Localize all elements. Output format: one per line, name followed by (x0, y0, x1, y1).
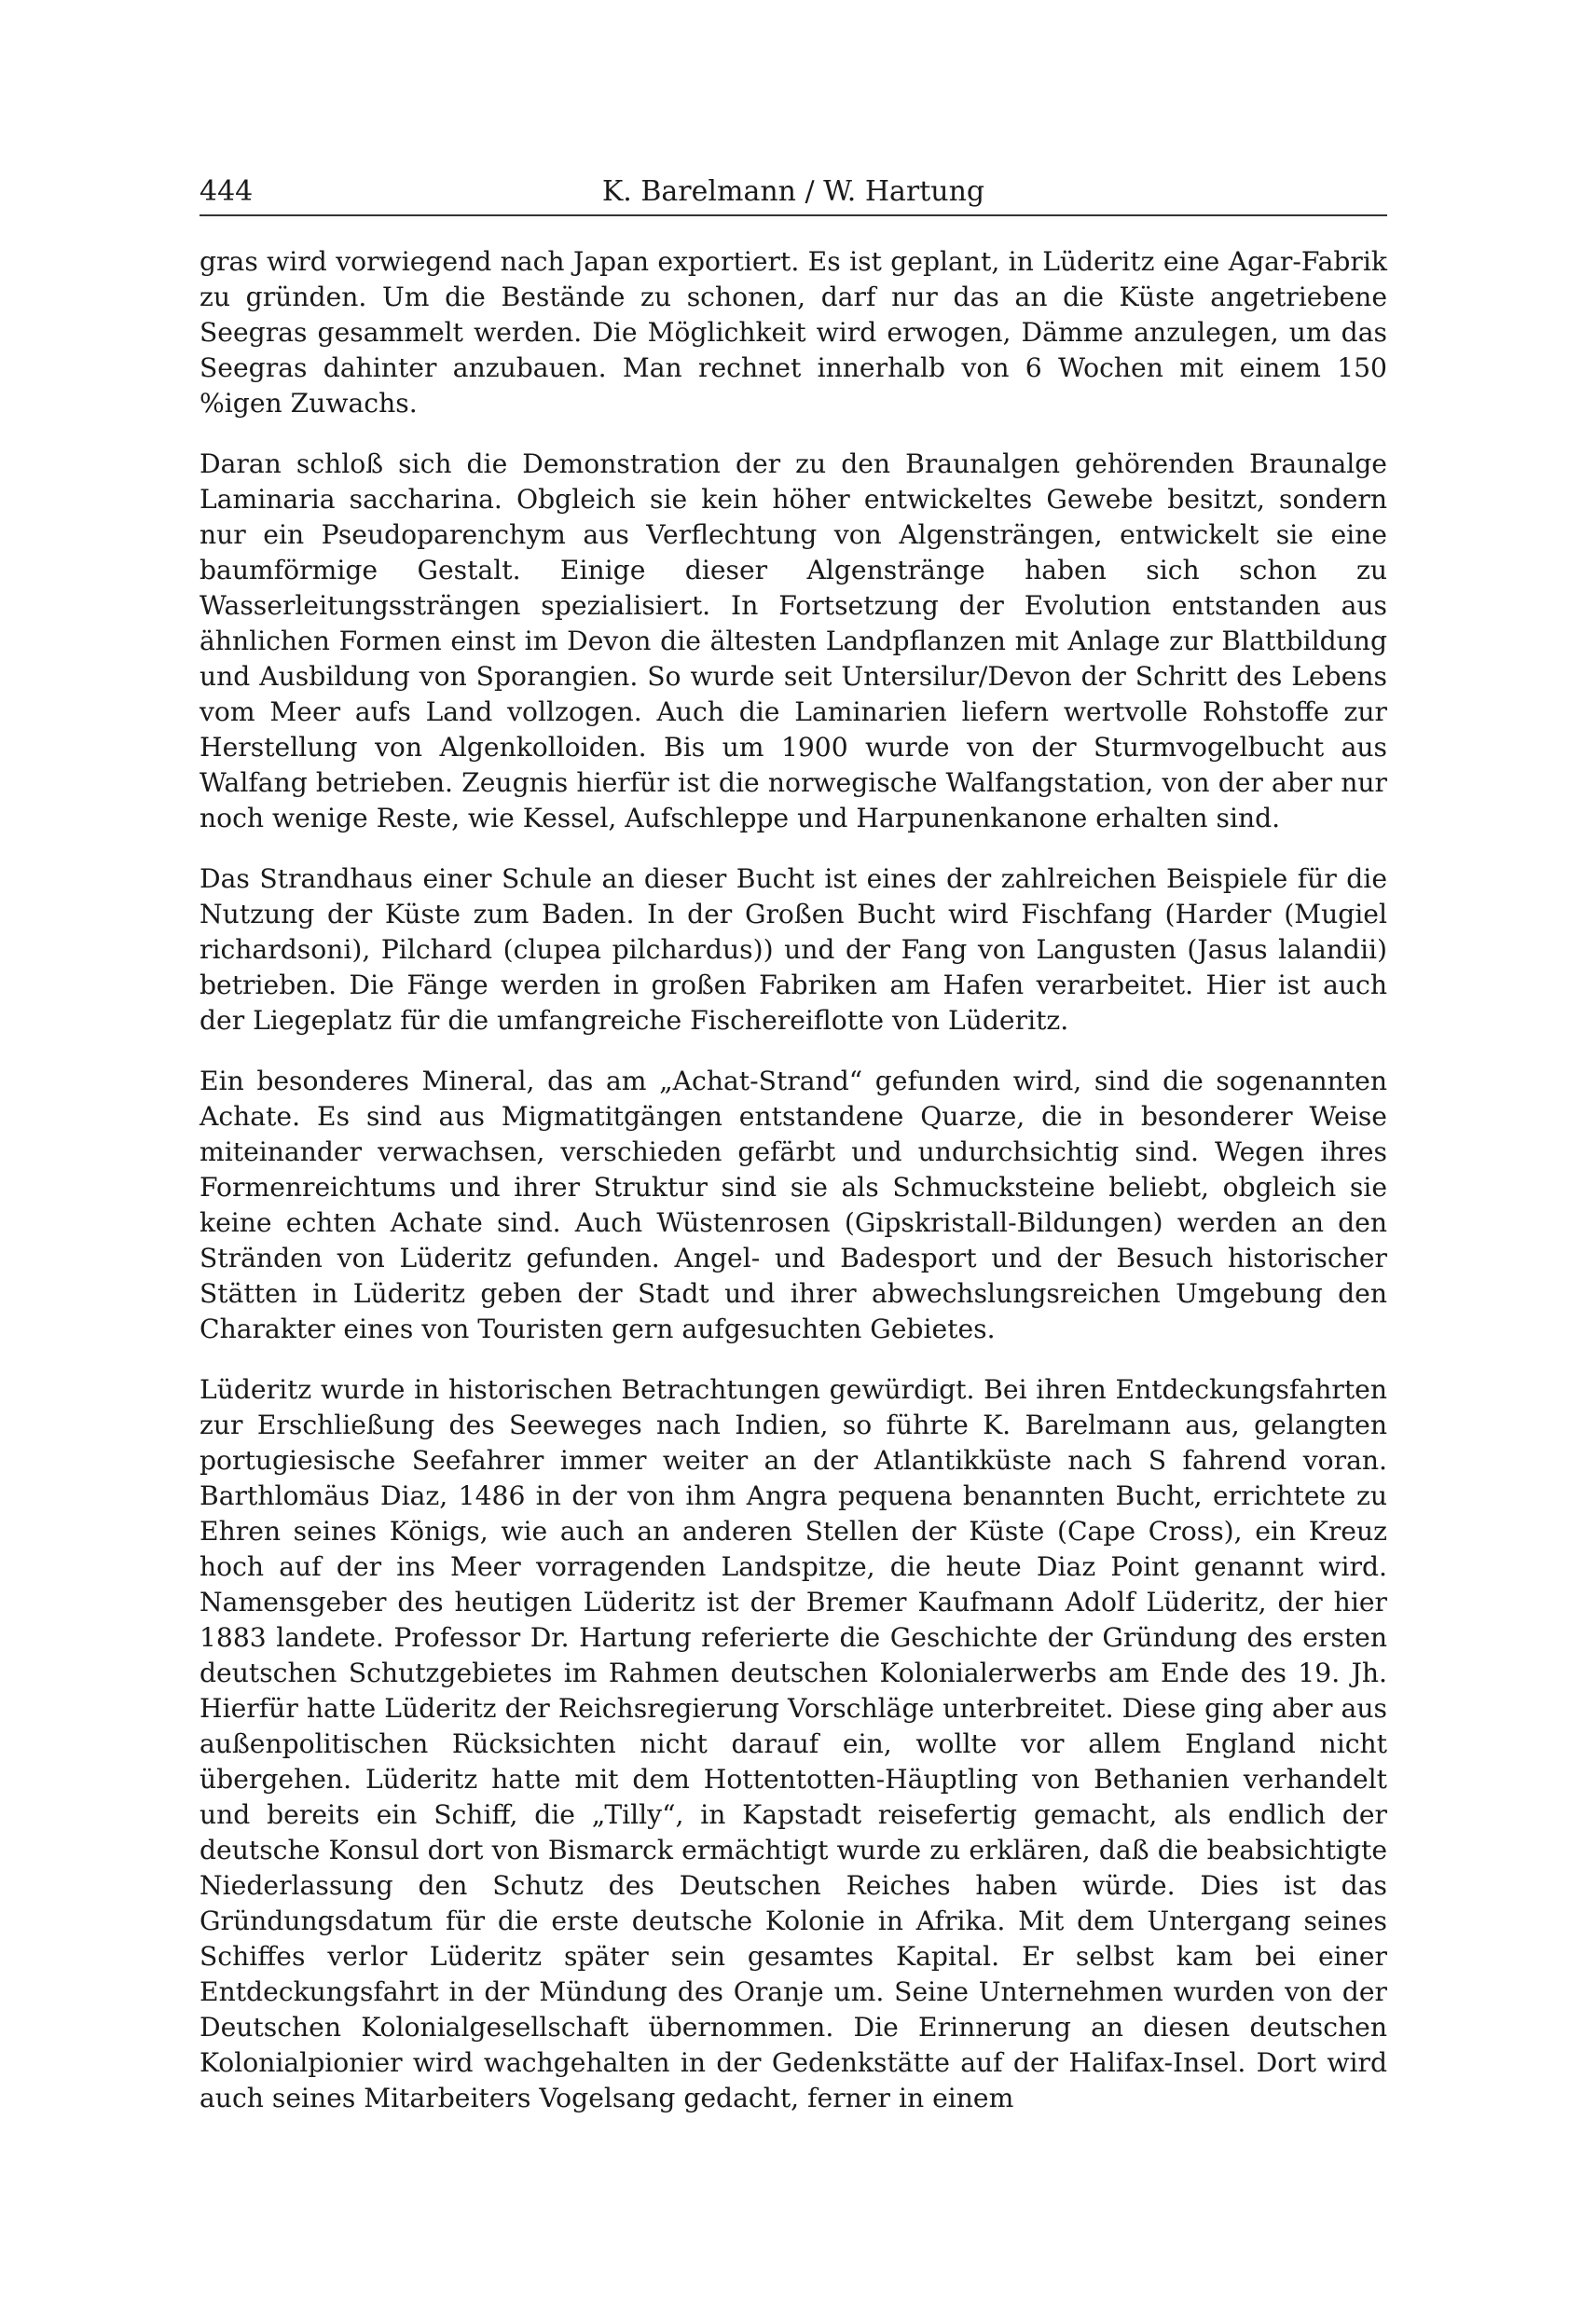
running-head: K. Barelmann / W. Hartung (601, 175, 985, 208)
page-number: 444 (200, 175, 254, 208)
paragraph-laminaria: Daran schloß sich die Demonstration der zu den Braunalgen gehörenden Braunalge Laminaria saccharina. Obgleich sie kein höher entwickeltes Gewebe besitzt, sondern nur ein Pseudoparenchym aus Verflechtung von Algensträngen, entwickelt sie eine baumförmige Gestalt. Einige dieser Algenstränge haben sich schon zu Wasserleitungssträngen spezialisiert. In Fortsetzung der Evolution entstanden aus ähnlichen Formen einst im Devon die ältesten Landpflanzen mit Anlage zur Blattbildung und Ausbildung von Sporangien. So wurde seit Untersilur/Devon der Schritt des Lebens vom Meer aufs Land vollzogen. Auch die Laminarien liefern wertvolle Rohstoffe zur Herstellung von Algenkolloiden. Bis um 1900 wurde von der Sturmvogelbucht aus Walfang betrieben. Zeugnis hierfür ist die norwegische Walfangstation, von der aber nur noch wenige Reste, wie Kessel, Aufschleppe und Harpunenkanone erhalten sind. (200, 448, 1387, 833)
page-header (200, 168, 1387, 216)
paragraph-strandhaus: Das Strandhaus einer Schule an dieser Bucht ist eines der zahlreichen Beispiele für die Nutzung der Küste zum Baden. In der Großen Bucht wird Fischfang (Harder (Mugiel richardsoni), Pilchard (clupea pilchardus)) und der Fang von Langusten (Jasus lalandii) betrieben. Die Fänge werden in großen Fabriken am Hafen verarbeitet. Hier ist auch der Liegeplatz für die umfangreiche Fischereiflotte von Lüderitz. (200, 863, 1387, 1036)
document-page (200, 168, 1387, 2116)
paragraph-geschichte: Lüderitz wurde in historischen Betrachtungen gewürdigt. Bei ihren Entdeckungsfahrten zur Erschließung des Seeweges nach Indien, so führte K. Barelmann aus, gelangten portugiesische Seefahrer immer weiter an der Atlantikküste nach S fahrend voran. Barthlomäus Diaz, 1486 in der von ihm Angra pequena benannten Bucht, errichtete zu Ehren seines Königs, wie auch an anderen Stellen der Küste (Cape Cross), ein Kreuz hoch auf der ins Meer vorragenden Landspitze, die heute Diaz Point genannt wird. Namensgeber des heutigen Lüderitz ist der Bremer Kaufmann Adolf Lüderitz, der hier 1883 landete. Professor Dr. Hartung referierte die Geschichte der Gründung des ersten deutschen Schutzgebietes im Rahmen deutschen Kolonialerwerbs am Ende des 19. Jh. Hierfür hatte Lüderitz der Reichsregierung Vorschläge unterbreitet. Diese ging aber aus außenpolitischen Rücksichten nicht darauf ein, wollte vor allem England nicht übergehen. Lüderitz hatte mit dem Hottentotten-Häuptling von Bethanien verhandelt und bereits ein Schiff, die „Tilly“, in Kapstadt reisefertig gemacht, als endlich der deutsche Konsul dort von Bismarck ermächtigt wurde zu erklären, daß die beabsichtigte Niederlassung den Schutz des Deutschen Reiches haben würde. Dies ist das Gründungsdatum für die erste deutsche Kolonie in Afrika. Mit dem Untergang seines Schiffes verlor Lüderitz später sein gesamtes Kapital. Er selbst kam bei einer Entdeckungsfahrt in der Mündung des Oranje um. Seine Unternehmen wurden von der Deutschen Kolonialgesellschaft übernommen. Die Erinnerung an diesen deutschen Kolonialpionier wird wachgehalten in der Gedenkstätte auf der Halifax-Insel. Dort wird auch seines Mitarbeiters Vogelsang gedacht, ferner in einem (200, 1374, 1387, 2113)
body-text (200, 244, 1387, 2116)
paragraph-seegras: gras wird vorwiegend nach Japan exportiert. Es ist geplant, in Lüderitz eine Agar-Fabrik zu gründen. Um die Bestände zu schonen, darf nur das an die Küste angetriebene Seegras gesammelt werden. Die Möglichkeit wird erwogen, Dämme anzulegen, um das Seegras dahinter anzubauen. Man rechnet innerhalb von 6 Wochen mit einem 150 %igen Zuwachs. (200, 246, 1387, 419)
paragraph-achate: Ein besonderes Mineral, das am „Achat-Strand“ gefunden wird, sind die sogenannten Achate. Es sind aus Migmatitgängen entstandene Quarze, die in besonderer Weise miteinander verwachsen, verschieden gefärbt und undurchsichtig sind. Wegen ihres Formenreichtums und ihrer Struktur sind sie als Schmucksteine beliebt, obgleich sie keine echten Achate sind. Auch Wüstenrosen (Gipskristall-Bildungen) werden an den Stränden von Lüderitz gefunden. Angel- und Badesport und der Besuch historischer Stätten in Lüderitz geben der Stadt und ihrer abwechslungsreichen Umgebung den Charakter eines von Touristen gern aufgesuchten Gebietes. (200, 1066, 1387, 1344)
